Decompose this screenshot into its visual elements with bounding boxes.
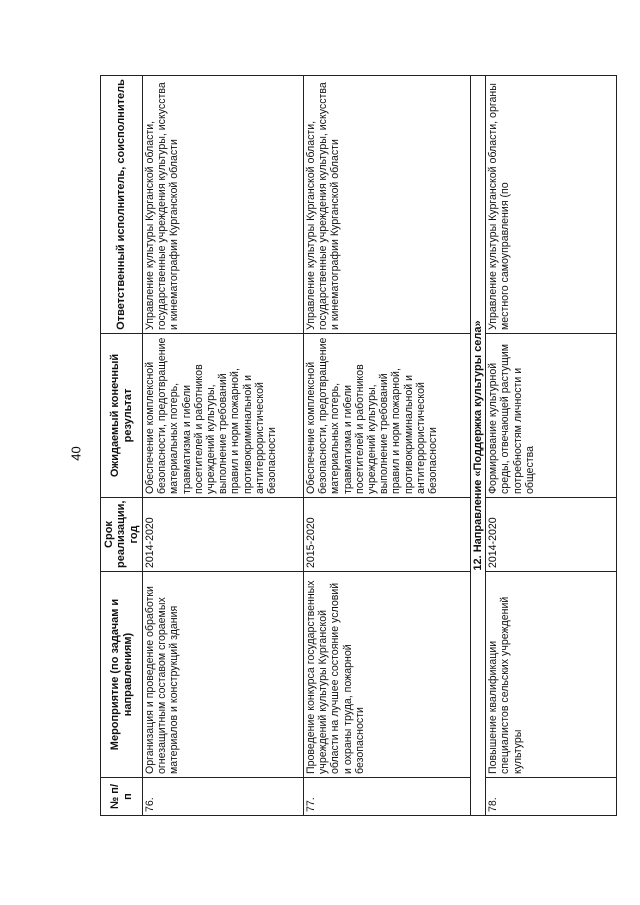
header-responsible: Ответственный исполнитель, соисполнитель — [101, 76, 143, 334]
cell-term: 2014-2020 — [143, 498, 304, 572]
rotated-table-container — [100, 76, 614, 816]
cell-event: Проведение конкурса государственных учреждений культуры Курганской области на лучшее состояние условий и охраны труда, пожарной безопасности — [304, 572, 471, 778]
header-term: Срок реализации, год — [101, 498, 143, 572]
section-title: 12. Направление «Поддержка культуры села» — [471, 76, 486, 816]
cell-responsible: Управление культуры Курганской области, органы местного самоуправления (по — [486, 76, 617, 334]
header-result: Ожидаемый конечный результат — [101, 334, 143, 498]
cell-result: Обеспечение комплексной безопасности, предотвращение материальных потерь, травматизма и гибели посетителей и работников учреждений культуры, выполнение требований правил и норм пожарной, противокриминальной и антитеррористической безопасности — [304, 334, 471, 498]
cell-event: Повышение квалификации специалистов сельских учреждений культуры — [486, 572, 617, 778]
table-row — [143, 76, 304, 816]
cell-responsible: Управление культуры Курганской области, государственные учреждения культуры, искусства и кинематографии Курганской области — [304, 76, 471, 334]
header-num: № п/п — [101, 778, 143, 816]
table-row — [486, 76, 617, 816]
cell-num: 77. — [304, 778, 471, 816]
cell-result: Обеспечение комплексной безопасности, предотвращение материальных потерь, травматизма и гибели посетителей и работников учреждений культуры, выполнение требований правил и норм пожарной, противокриминальной и антитеррористической безопасности — [143, 334, 304, 498]
cell-term: 2015-2020 — [304, 498, 471, 572]
cell-num: 78. — [486, 778, 617, 816]
page-number: 40 — [68, 446, 84, 461]
cell-event: Организация и проведение обработки огнезащитным составом сгораемых материалов и конструкций здания — [143, 572, 304, 778]
table-header-row — [101, 76, 143, 816]
cell-result: Формирование культурной среды, отвечающей растущим потребностям личности и общества — [486, 334, 617, 498]
cell-responsible: Управление культуры Курганской области, государственные учреждения культуры, искусства и кинематографии Курганской области — [143, 76, 304, 334]
cell-num: 76. — [143, 778, 304, 816]
cell-term: 2014-2020 — [486, 498, 617, 572]
events-table — [100, 75, 617, 816]
header-event: Мероприятие (по задачам и направлениям) — [101, 572, 143, 778]
table-row — [304, 76, 471, 816]
section-row — [471, 76, 486, 816]
